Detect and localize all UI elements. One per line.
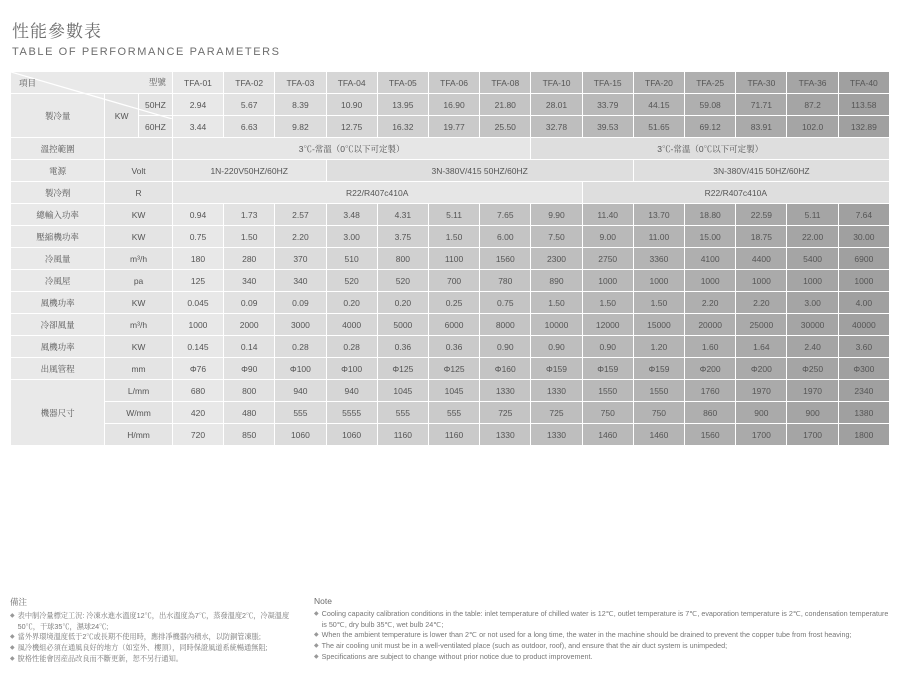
performance-table [10,71,890,446]
value-cell: 33.79 [582,94,633,116]
value-cell: 1.50 [531,292,582,314]
model-header-tfa-03: TFA-03 [275,72,326,94]
value-cell: 1560 [480,248,531,270]
note-cn-1: ◆ 表中制冷量標定工況: 冷凍水進水溫度12℃，出水溫度為7℃，蒸發溫度2℃，冷凝溫度50℃，干球35℃，濕球24℃; [10,611,290,631]
value-cell: 1760 [685,380,736,402]
model-header-tfa-20: TFA-20 [633,72,684,94]
row-unit: L/mm [105,380,173,402]
row-label: 出風管程 [11,358,105,380]
value-cell: 0.20 [377,292,428,314]
value-cell: 0.045 [172,292,223,314]
value-cell: 1000 [838,270,889,292]
value-cell: 2340 [838,380,889,402]
value-cell: 0.20 [326,292,377,314]
value-cell: 87.2 [787,94,838,116]
value-cell: 0.36 [428,336,479,358]
value-cell: 15000 [633,314,684,336]
value-cell: 1330 [531,424,582,446]
merged-value-cell: 3℃-常溫（0℃以下可定製） [172,138,531,160]
value-cell: 555 [377,402,428,424]
table-row [11,248,890,270]
note-en-1: ◆ Cooling capacity calibration conditions in the table: inlet temperature of chilled water is 12℃, outlet temperature is 7℃, evaporation temperature is 2℃, condensation temperature is 50℃, dry bulb 35℃, wet bulb 24℃; [314,609,889,629]
value-cell: 13.95 [377,94,428,116]
row-unit: m³/h [105,248,173,270]
corner-header-cell [11,72,173,94]
value-cell: 6.00 [480,226,531,248]
value-cell: 2.20 [685,292,736,314]
row-unit: KW [105,226,173,248]
value-cell: 69.12 [685,116,736,138]
model-header-tfa-25: TFA-25 [685,72,736,94]
value-cell: 555 [275,402,326,424]
value-cell: 4.31 [377,204,428,226]
row-label: 製冷劑 [11,182,105,204]
value-cell: 19.77 [428,116,479,138]
value-cell: Φ200 [736,358,787,380]
value-cell: 1700 [736,424,787,446]
value-cell: 900 [787,402,838,424]
row-unit: R [105,182,173,204]
table-row [11,160,890,182]
table-row [11,402,890,424]
row-sublabel: 50HZ [139,94,173,116]
value-cell: 0.90 [531,336,582,358]
value-cell: 1000 [787,270,838,292]
row-unit: KW [105,204,173,226]
value-cell: 102.0 [787,116,838,138]
value-cell: 3.44 [172,116,223,138]
value-cell: 1460 [582,424,633,446]
value-cell: 1.50 [428,226,479,248]
value-cell: 7.64 [838,204,889,226]
value-cell: 2.20 [275,226,326,248]
value-cell: 1550 [633,380,684,402]
value-cell: 850 [224,424,275,446]
value-cell: Φ90 [224,358,275,380]
value-cell: 2.20 [736,292,787,314]
value-cell: 1.73 [224,204,275,226]
value-cell: Φ250 [787,358,838,380]
value-cell: 0.28 [326,336,377,358]
value-cell: 22.00 [787,226,838,248]
value-cell: 83.91 [736,116,787,138]
diamond-bullet-icon: ◆ [314,654,319,660]
value-cell: 1800 [838,424,889,446]
value-cell: 0.90 [582,336,633,358]
value-cell: 0.90 [480,336,531,358]
value-cell: 9.00 [582,226,633,248]
row-unit: KW [105,336,173,358]
value-cell: 1550 [582,380,633,402]
row-unit: mm [105,358,173,380]
value-cell: 3360 [633,248,684,270]
value-cell: 420 [172,402,223,424]
value-cell: 5.11 [428,204,479,226]
value-cell: 890 [531,270,582,292]
value-cell: 7.50 [531,226,582,248]
value-cell: 1060 [275,424,326,446]
value-cell: 860 [685,402,736,424]
row-label: 溫控範圍 [11,138,105,160]
table-row [11,182,890,204]
model-header-tfa-01: TFA-01 [172,72,223,94]
note-cn-2: ◆ 當外界環境溫度低于2℃或長期不使用時，應排凈機器內積水，以防銅管凍脹; [10,632,261,641]
model-header-tfa-36: TFA-36 [787,72,838,94]
value-cell: 0.75 [172,226,223,248]
value-cell: 13.70 [633,204,684,226]
value-cell: 8000 [480,314,531,336]
value-cell: 44.15 [633,94,684,116]
value-cell: 1970 [736,380,787,402]
value-cell: 0.09 [224,292,275,314]
header-item-label: 項目 [19,78,37,88]
row-unit: m³/h [105,314,173,336]
model-header-tfa-15: TFA-15 [582,72,633,94]
table-row [11,314,890,336]
row-unit: KW [105,292,173,314]
row-label: 風機功率 [11,336,105,358]
value-cell: 1100 [428,248,479,270]
value-cell: 1.50 [582,292,633,314]
model-header-tfa-10: TFA-10 [531,72,582,94]
notes-cn-title: 備注 [10,597,28,607]
value-cell: 2000 [224,314,275,336]
value-cell: 9.90 [531,204,582,226]
merged-value-cell: 3N-380V/415 50HZ/60HZ [326,160,633,182]
value-cell: Φ159 [582,358,633,380]
value-cell: 125 [172,270,223,292]
value-cell: 7.65 [480,204,531,226]
note-en-4: ◆ Specifications are subject to change without prior notice due to product improvement. [314,652,593,661]
value-cell: 12000 [582,314,633,336]
table-row [11,336,890,358]
value-cell: 12.75 [326,116,377,138]
row-label: 總輸入功率 [11,204,105,226]
value-cell: Φ125 [428,358,479,380]
value-cell: Φ76 [172,358,223,380]
value-cell: Φ160 [480,358,531,380]
row-label: 冷卻風量 [11,314,105,336]
value-cell: 1.64 [736,336,787,358]
diamond-bullet-icon: ◆ [10,613,15,619]
value-cell: 5.67 [224,94,275,116]
model-header-tfa-04: TFA-04 [326,72,377,94]
diamond-bullet-icon: ◆ [314,632,319,638]
value-cell: 700 [428,270,479,292]
value-cell: Φ159 [531,358,582,380]
page-title-cn: 性能參數表 [12,22,102,41]
value-cell: 1700 [787,424,838,446]
value-cell: 0.09 [275,292,326,314]
value-cell: 20000 [685,314,736,336]
value-cell: 555 [428,402,479,424]
value-cell: 1460 [633,424,684,446]
value-cell: 1380 [838,402,889,424]
value-cell: 6000 [428,314,479,336]
value-cell: 1160 [377,424,428,446]
row-label: 機器尺寸 [11,380,105,446]
table-row [11,380,890,402]
value-cell: 39.53 [582,116,633,138]
value-cell: 1560 [685,424,736,446]
note-cn-4: ◆ 脫格性能會因産品改良而不斷更新，恕不另行通知。 [10,654,183,663]
value-cell: 1330 [480,380,531,402]
row-label: 冷風量 [11,248,105,270]
diamond-bullet-icon: ◆ [314,611,319,617]
value-cell: 25000 [736,314,787,336]
table-row [11,358,890,380]
note-en-3: ◆ The air cooling unit must be in a well-ventilated place (such as outdoor, roof), and ensure that the air duct system is unimpeded; [314,641,728,650]
value-cell: 725 [531,402,582,424]
merged-value-cell: R22/R407c410A [582,182,889,204]
value-cell: 30.00 [838,226,889,248]
value-cell: 1045 [377,380,428,402]
row-label: 製冷量 [11,94,105,138]
model-header-tfa-06: TFA-06 [428,72,479,94]
value-cell: 5.11 [787,204,838,226]
value-cell: 2.40 [787,336,838,358]
row-unit: pa [105,270,173,292]
value-cell: 4400 [736,248,787,270]
value-cell: 3.75 [377,226,428,248]
model-header-tfa-08: TFA-08 [480,72,531,94]
value-cell: 132.89 [838,116,889,138]
value-cell: 0.36 [377,336,428,358]
value-cell: 480 [224,402,275,424]
merged-value-cell: 3℃-常溫（0℃以下可定製） [531,138,890,160]
value-cell: 16.32 [377,116,428,138]
value-cell: 10.90 [326,94,377,116]
value-cell: 1330 [480,424,531,446]
value-cell: 750 [582,402,633,424]
merged-value-cell: 3N-380V/415 50HZ/60HZ [633,160,889,182]
value-cell: 2300 [531,248,582,270]
value-cell: 3.00 [787,292,838,314]
value-cell: Φ100 [275,358,326,380]
value-cell: 2.57 [275,204,326,226]
row-unit [105,138,173,160]
value-cell: 940 [326,380,377,402]
table-row [11,204,890,226]
value-cell: 3.48 [326,204,377,226]
value-cell: 0.14 [224,336,275,358]
table-row [11,292,890,314]
table-header-row [11,72,890,94]
value-cell: 28.01 [531,94,582,116]
table-row [11,226,890,248]
row-label: 電源 [11,160,105,182]
value-cell: 2.94 [172,94,223,116]
value-cell: 0.25 [428,292,479,314]
value-cell: 11.00 [633,226,684,248]
value-cell: 1000 [582,270,633,292]
value-cell: Φ300 [838,358,889,380]
value-cell: 800 [377,248,428,270]
value-cell: 6900 [838,248,889,270]
model-header-tfa-02: TFA-02 [224,72,275,94]
value-cell: 900 [736,402,787,424]
value-cell: 113.58 [838,94,889,116]
value-cell: 520 [377,270,428,292]
value-cell: 680 [172,380,223,402]
value-cell: 1060 [326,424,377,446]
value-cell: 11.40 [582,204,633,226]
row-label: 壓縮機功率 [11,226,105,248]
value-cell: 1330 [531,380,582,402]
diamond-bullet-icon: ◆ [10,645,15,651]
notes-section [10,596,890,665]
table-row [11,424,890,446]
value-cell: 1000 [685,270,736,292]
merged-value-cell: R22/R407c410A [172,182,582,204]
value-cell: 1.60 [685,336,736,358]
value-cell: 180 [172,248,223,270]
merged-value-cell: 1N-220V50HZ/60HZ [172,160,326,182]
value-cell: 2750 [582,248,633,270]
notes-en-title: Note [314,596,332,606]
value-cell: 40000 [838,314,889,336]
value-cell: 0.94 [172,204,223,226]
value-cell: 800 [224,380,275,402]
value-cell: 5555 [326,402,377,424]
model-header-tfa-30: TFA-30 [736,72,787,94]
value-cell: 1.50 [224,226,275,248]
value-cell: 780 [480,270,531,292]
value-cell: 1045 [428,380,479,402]
value-cell: Φ159 [633,358,684,380]
table-row [11,138,890,160]
value-cell: 30000 [787,314,838,336]
row-label: 風機功率 [11,292,105,314]
value-cell: 22.59 [736,204,787,226]
value-cell: 940 [275,380,326,402]
title-block [0,0,900,60]
value-cell: 3000 [275,314,326,336]
value-cell: 1000 [736,270,787,292]
value-cell: 32.78 [531,116,582,138]
value-cell: 720 [172,424,223,446]
value-cell: 8.39 [275,94,326,116]
value-cell: 10000 [531,314,582,336]
value-cell: 340 [275,270,326,292]
page-title-en: TABLE OF PERFORMANCE PARAMETERS [12,46,281,58]
value-cell: 1000 [172,314,223,336]
diamond-bullet-icon: ◆ [10,634,15,640]
value-cell: 725 [480,402,531,424]
value-cell: 18.75 [736,226,787,248]
value-cell: 370 [275,248,326,270]
value-cell: 4.00 [838,292,889,314]
value-cell: 1.20 [633,336,684,358]
header-model-label: 型號 [148,77,166,87]
value-cell: 16.90 [428,94,479,116]
row-unit: H/mm [105,424,173,446]
value-cell: 25.50 [480,116,531,138]
value-cell: 71.71 [736,94,787,116]
notes-cn [10,596,300,665]
value-cell: 510 [326,248,377,270]
row-unit: KW [105,94,139,138]
value-cell: Φ200 [685,358,736,380]
value-cell: 1160 [428,424,479,446]
model-header-tfa-40: TFA-40 [838,72,889,94]
value-cell: 3.60 [838,336,889,358]
notes-en [314,596,889,665]
value-cell: 51.65 [633,116,684,138]
value-cell: 3.00 [326,226,377,248]
note-cn-3: ◆ 風冷機組必須在通風良好的地方（如室外、樓頂），同時保證風道系統暢通無阻; [10,643,268,652]
value-cell: 0.75 [480,292,531,314]
value-cell: 520 [326,270,377,292]
value-cell: 21.80 [480,94,531,116]
value-cell: 750 [633,402,684,424]
value-cell: 4000 [326,314,377,336]
row-sublabel: 60HZ [139,116,173,138]
note-en-2: ◆ When the ambient temperature is lower than 2℃ or not used for a long time, the water in the machine should be drained to prevent the copper tube from frost heaving; [314,630,852,639]
value-cell: 6.63 [224,116,275,138]
value-cell: 1.50 [633,292,684,314]
value-cell: 9.82 [275,116,326,138]
value-cell: 1000 [633,270,684,292]
diamond-bullet-icon: ◆ [314,643,319,649]
value-cell: 15.00 [685,226,736,248]
value-cell: Φ125 [377,358,428,380]
value-cell: 4100 [685,248,736,270]
value-cell: 340 [224,270,275,292]
value-cell: 18.80 [685,204,736,226]
value-cell: 0.28 [275,336,326,358]
row-unit: Volt [105,160,173,182]
table-row [11,270,890,292]
model-header-tfa-05: TFA-05 [377,72,428,94]
row-unit: W/mm [105,402,173,424]
value-cell: 0.145 [172,336,223,358]
value-cell: 5000 [377,314,428,336]
value-cell: 5400 [787,248,838,270]
value-cell: 59.08 [685,94,736,116]
row-label: 冷風屋 [11,270,105,292]
value-cell: 1970 [787,380,838,402]
value-cell: Φ100 [326,358,377,380]
value-cell: 280 [224,248,275,270]
diamond-bullet-icon: ◆ [10,656,15,662]
